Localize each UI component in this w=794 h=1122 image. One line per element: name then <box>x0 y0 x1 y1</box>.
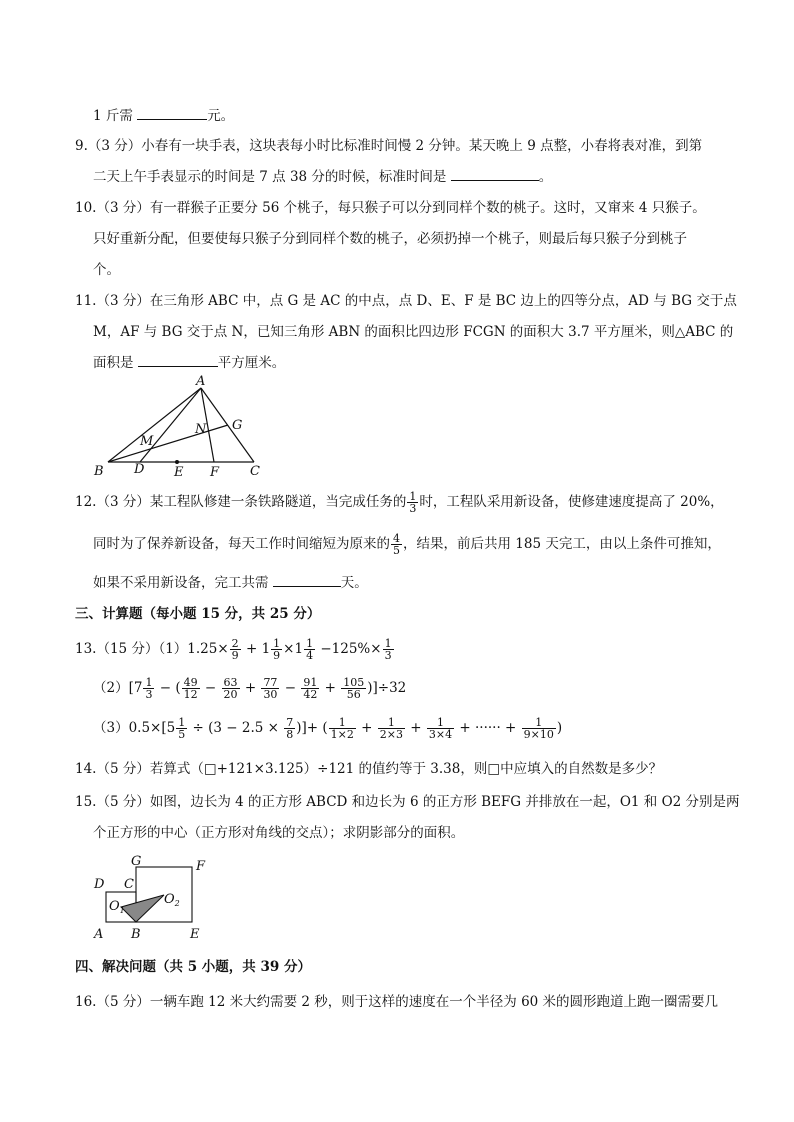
question-10-line1: 10.（3 分）有一群猴子正要分 56 个桃子，每只猴子可以分到同样个数的桃子。这时，又窜来 4 只猴子。 <box>75 200 706 216</box>
label-A: A <box>196 374 206 389</box>
question-12-line2: 同时为了保养新设备，每天工作时间缩短为原来的 $\frac{4}{5}$ ，结果，前后共用 185 天完工，由以上条件可推知， <box>93 532 721 557</box>
label-B: B <box>131 927 141 942</box>
label-F: F <box>196 859 206 874</box>
question-9-line1: 9.（3 分）小春有一块手表，这块表每小时比标准时间慢 2 分钟。某天晚上 9 点整，小春将表对准，到第 <box>75 138 703 154</box>
question-12-line3: 如果不采用新设备，完工共需 天。 <box>93 575 368 591</box>
label-N: N <box>195 422 207 437</box>
label-F: F <box>210 465 220 480</box>
question-10-line2: 只好重新分配，但要使每只猴子分到同样个数的桃子，必须扔掉一个桃子，则最后每只猴子分到桃子 <box>93 231 687 247</box>
question-15-line2: 个正方形的中心（正方形对角线的交点）；求阴影部分的面积。 <box>93 825 465 841</box>
question-12-line1: 12.（3 分）某工程队修建一条铁路隧道，当完成任务的 $\frac{1}{3}$ 时，工程队采用新设备，使修建速度提高了 20%， <box>75 490 724 515</box>
question-14: 14.（5 分）若算式（□+121×3.125）÷121 的值约等于 3.38，则□中应填入的自然数是多少？ <box>75 761 663 777</box>
section-4-heading: 四、解决问题（共 5 小题，共 39 分） <box>75 959 311 975</box>
question-16: 16.（5 分）一辆车跑 12 米大约需要 2 秒，则于这样的速度在一个半径为 60 米的圆形跑道上跑一圈需要几 <box>75 994 719 1010</box>
question-15-line1: 15.（5 分）如图，边长为 4 的正方形 ABCD 和边长为 6 的正方形 BEFG 并排放在一起，O1 和 O2 分别是两 <box>75 794 740 810</box>
label-C: C <box>124 877 134 892</box>
label-G: G <box>232 418 243 433</box>
squares-figure <box>88 850 218 945</box>
question-13-part3: （3）0.5×[5 $\frac{1}{5}$ ÷ (3 − 2.5 × $\frac{7}{8}$ )]+ ( $\frac{1}{1\times 2}$ + $\frac{1}{2\times 3}$ + $\frac{1}{3\times 4}$ + ······ + $\frac{1}{9\times 10}$ ) <box>93 716 563 741</box>
question-13-part2: （2）[7 $\frac{1}{3}$ − ( $\frac{49}{12}$ − $\frac{63}{20}$ + $\frac{77}{30}$ − $\frac{91}{42}$ + $\frac{105}{56}$ )]÷32 <box>93 676 407 701</box>
question-10-line3: 个。 <box>93 262 120 278</box>
question-11-line2: M，AF 与 BG 交于点 N，已知三角形 ABN 的面积比四边形 FCGN 的面积大 3.7 平方厘米，则△ABC 的 <box>93 324 734 340</box>
label-E: E <box>174 465 184 480</box>
question-11-line3: 面积是 平方厘米。 <box>93 355 286 371</box>
label-C: C <box>250 464 260 479</box>
triangle-figure <box>88 372 278 482</box>
label-D: D <box>134 462 145 477</box>
question-11-line1: 11.（3 分）在三角形 ABC 中，点 G 是 AC 的中点，点 D、E、F 是 BC 边上的四等分点，AD 与 BG 交于点 <box>75 293 737 309</box>
question-9-line2: 二天上午手表显示的时间是 7 点 38 分的时候，标准时间是 。 <box>93 169 553 185</box>
section-3-heading: 三、计算题（每小题 15 分，共 25 分） <box>75 606 321 622</box>
label-O2: $O_2$ <box>164 892 180 908</box>
question-13-part1: 13.（15 分）（1）1.25× $\frac{2}{9}$ + 1 $\frac{1}{9}$ ×1 $\frac{1}{4}$ −125%× $\frac{1}{3}$ <box>75 637 392 662</box>
label-A: A <box>94 927 104 942</box>
label-B: B <box>94 464 104 479</box>
label-G: G <box>131 854 142 869</box>
label-D: D <box>94 877 105 892</box>
q8-tail: 1 斤需 元。 <box>93 108 235 124</box>
label-M: M <box>140 434 154 449</box>
label-O1: $O_1$ <box>109 899 125 915</box>
label-E: E <box>190 927 200 942</box>
